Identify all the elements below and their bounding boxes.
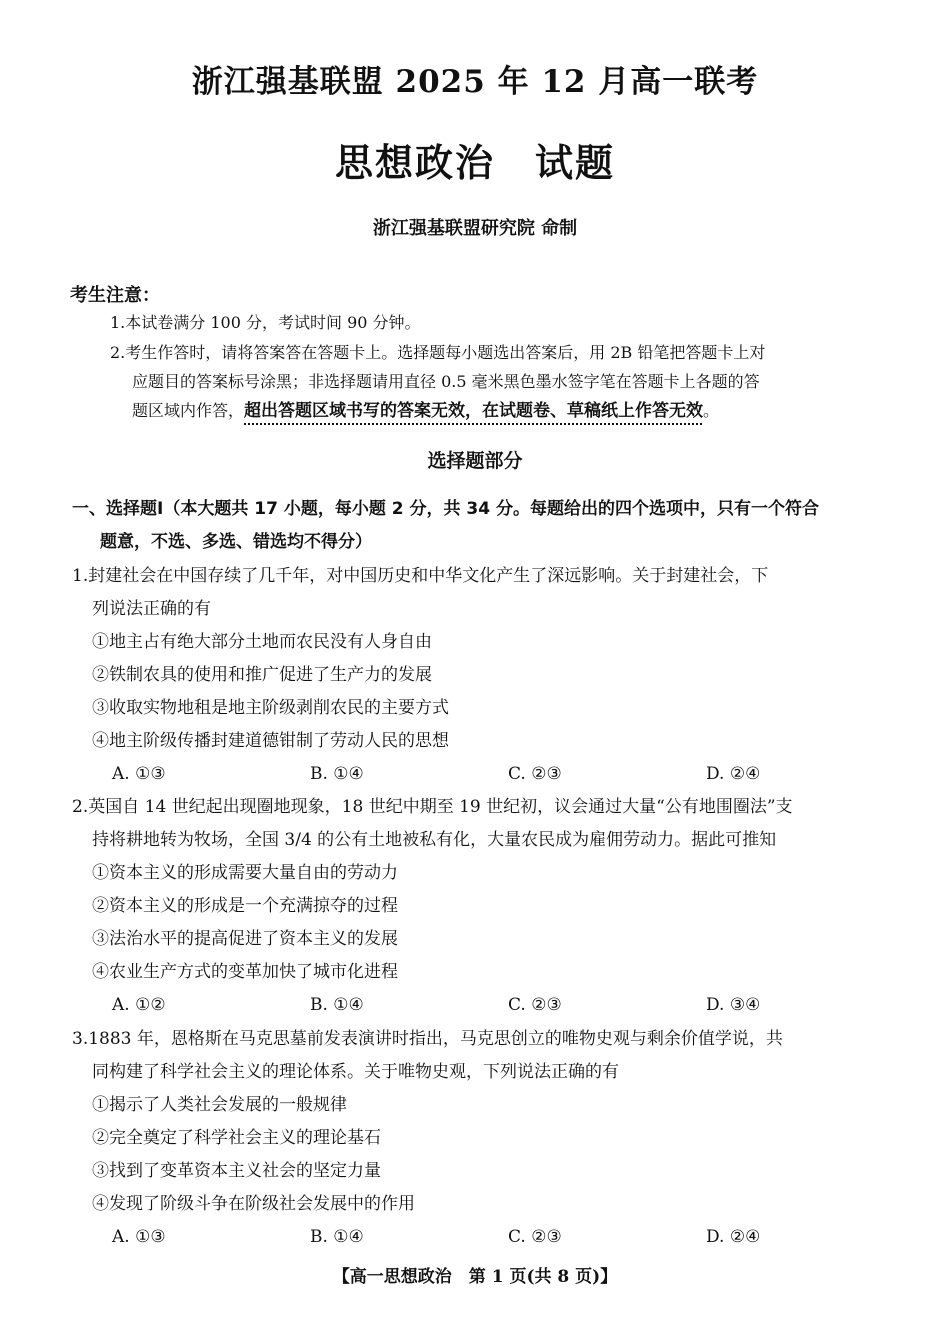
q1-item-2: ②铁制农具的使用和推广促进了生产力的发展 bbox=[92, 665, 432, 685]
q3-option-d[interactable]: D. ②④ bbox=[706, 1227, 761, 1247]
notice-item-2-line-3 bbox=[132, 401, 719, 421]
q1-stem-line-1: 1.封建社会在中国存续了几千年，对中国历史和中华文化产生了深远影响。关于封建社会，下 bbox=[72, 566, 769, 586]
notice-item-1: 1.本试卷满分 100 分，考试时间 90 分钟。 bbox=[110, 313, 421, 332]
section-title: 选择题部分 bbox=[427, 450, 523, 472]
notice-suffix: 。 bbox=[703, 401, 720, 420]
q2-option-d[interactable]: D. ③④ bbox=[706, 995, 761, 1015]
part1-heading-line-1: 一、选择题Ⅰ（本大题共 17 小题，每小题 2 分，共 34 分。每题给出的四个选项中，只有一个符合 bbox=[72, 499, 819, 519]
notice-prefix: 题区域内作答， bbox=[132, 401, 245, 420]
q3-item-1: ①揭示了人类社会发展的一般规律 bbox=[92, 1095, 347, 1115]
q3-item-4: ④发现了阶级斗争在阶级社会发展中的作用 bbox=[92, 1194, 415, 1214]
q1-item-1: ①地主占有绝大部分土地而农民没有人身自由 bbox=[92, 632, 432, 652]
q3-stem-line-2: 同构建了科学社会主义的理论体系。关于唯物史观，下列说法正确的有 bbox=[92, 1062, 619, 1082]
notice-item-2-line-2: 应题目的答案标号涂黑；非选择题请用直径 0.5 毫米黑色墨水签字笔在答题卡上各题的答 bbox=[132, 372, 760, 391]
q1-stem-line-2: 列说法正确的有 bbox=[92, 599, 211, 619]
q3-option-b[interactable]: B. ①④ bbox=[310, 1227, 364, 1247]
notice-heading: 考生注意： bbox=[70, 285, 160, 306]
q3-option-a[interactable]: A. ①③ bbox=[112, 1227, 166, 1247]
q1-item-3: ③收取实物地租是地主阶级剥削农民的主要方式 bbox=[92, 698, 449, 718]
q3-stem-line-1: 3.1883 年，恩格斯在马克思墓前发表演讲时指出，马克思创立的唯物史观与剩余价值学说，共 bbox=[72, 1029, 783, 1049]
q2-option-b[interactable]: B. ①④ bbox=[310, 995, 364, 1015]
organizer: 浙江强基联盟研究院 命制 bbox=[372, 218, 578, 239]
q3-item-3: ③找到了变革资本主义社会的坚定力量 bbox=[92, 1161, 381, 1181]
q2-stem-line-2: 持将耕地转为牧场，全国 3/4 的公有土地被私有化，大量农民成为雇佣劳动力。据此可推知 bbox=[92, 830, 777, 850]
q2-item-3: ③法治水平的提高促进了资本主义的发展 bbox=[92, 929, 398, 949]
part1-heading-line-2: 题意，不选、多选、错选均不得分） bbox=[100, 532, 372, 552]
q3-item-2: ②完全奠定了科学社会主义的理论基石 bbox=[92, 1128, 381, 1148]
q1-option-a[interactable]: A. ①③ bbox=[112, 764, 166, 784]
notice-emphasis: 超出答题区域书写的答案无效，在试题卷、草稿纸上作答无效 bbox=[244, 401, 704, 421]
q2-item-4: ④农业生产方式的变革加快了城市化进程 bbox=[92, 962, 398, 982]
q2-item-1: ①资本主义的形成需要大量自由的劳动力 bbox=[92, 863, 398, 883]
part1-heading bbox=[72, 493, 892, 559]
q2-option-c[interactable]: C. ②③ bbox=[508, 995, 562, 1015]
q1-option-b[interactable]: B. ①④ bbox=[310, 764, 364, 784]
subject-title: 思想政治 试题 bbox=[334, 140, 615, 185]
q2-option-a[interactable]: A. ①② bbox=[112, 995, 166, 1015]
q3-option-c[interactable]: C. ②③ bbox=[508, 1227, 562, 1247]
q1-option-c[interactable]: C. ②③ bbox=[508, 764, 562, 784]
exam-title: 浙江强基联盟 2025 年 12 月高一联考 bbox=[191, 64, 759, 100]
page-footer: 【高一思想政治 第 1 页(共 8 页)】 bbox=[332, 1267, 618, 1287]
q1-item-4: ④地主阶级传播封建道德钳制了劳动人民的思想 bbox=[92, 731, 449, 751]
q2-stem-line-1: 2.英国自 14 世纪起出现圈地现象，18 世纪中期至 19 世纪初，议会通过大量“公有地围圈法”支 bbox=[72, 797, 793, 817]
q1-option-d[interactable]: D. ②④ bbox=[706, 764, 761, 784]
notice-item-2-line-1: 2.考生作答时，请将答案答在答题卡上。选择题每小题选出答案后，用 2B 铅笔把答题卡上对 bbox=[110, 343, 766, 362]
q2-item-2: ②资本主义的形成是一个充满掠夺的过程 bbox=[92, 896, 398, 916]
